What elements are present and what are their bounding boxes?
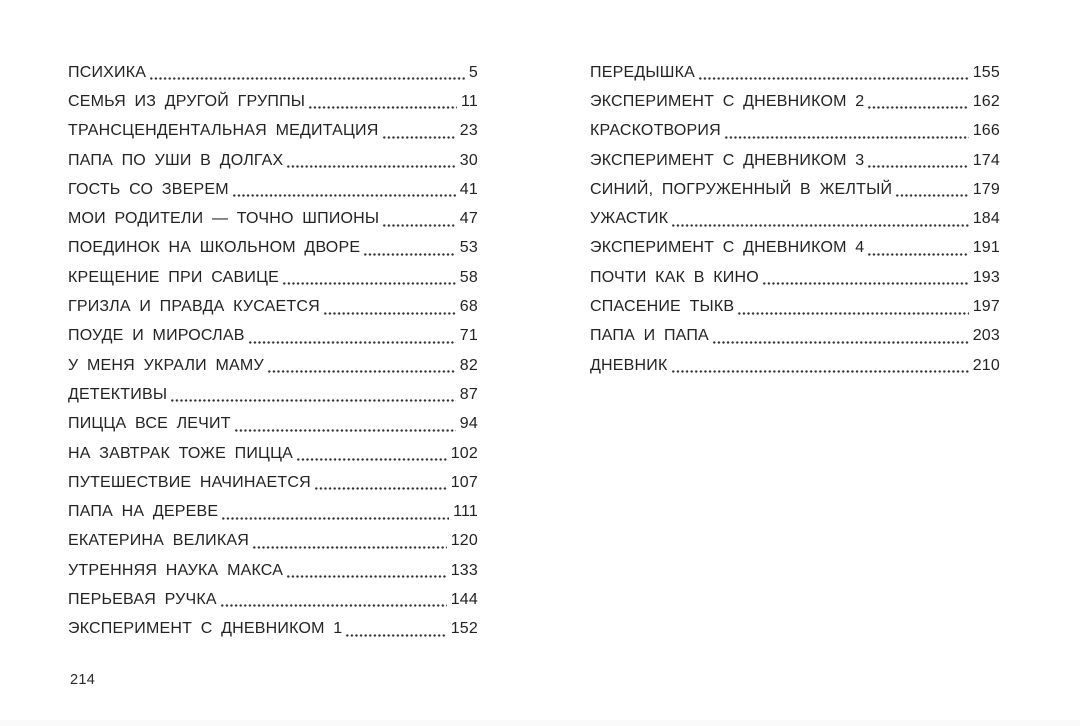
toc-entry-page: 87 <box>459 385 478 403</box>
toc-entry <box>590 117 1000 146</box>
toc-entry-title: ПУТЕШЕСТВИЕ НАЧИНАЕТСЯ <box>68 473 311 491</box>
toc-entry-page: 30 <box>459 151 478 169</box>
toc-entry-title: ПАПА НА ДЕРЕВЕ <box>68 503 219 521</box>
toc-entry-page: 23 <box>459 122 478 140</box>
toc-entry-page: 133 <box>450 561 478 579</box>
dot-leader <box>248 341 456 344</box>
toc-entry <box>68 585 478 614</box>
toc-column-right <box>590 58 1000 380</box>
toc-entry <box>68 58 478 87</box>
dot-leader <box>314 487 447 490</box>
dot-leader <box>323 312 456 315</box>
dot-leader <box>698 77 969 80</box>
toc-entry-title: ЭКСПЕРИМЕНТ С ДНЕВНИКОМ 1 <box>68 620 343 638</box>
dot-leader <box>382 224 456 227</box>
dot-leader <box>867 165 968 168</box>
toc-entry-title: ПЕРЕДЫШКА <box>590 63 695 81</box>
toc-entry <box>590 175 1000 204</box>
dot-leader <box>712 341 969 344</box>
scan-artifact-strip <box>0 720 1080 726</box>
toc-entry-page: 68 <box>459 298 478 316</box>
toc-entry <box>590 234 1000 263</box>
dot-leader <box>724 136 969 139</box>
toc-entry-title: МОИ РОДИТЕЛИ — ТОЧНО ШПИОНЫ <box>68 210 380 228</box>
toc-entry <box>590 87 1000 116</box>
dot-leader <box>867 253 968 256</box>
dot-leader <box>149 77 465 80</box>
toc-entry-title: КРЕЩЕНИЕ ПРИ САВИЦЕ <box>68 268 279 286</box>
dot-leader <box>282 282 456 285</box>
toc-entry-page: 174 <box>972 151 1000 169</box>
dot-leader <box>382 136 456 139</box>
toc-entry-title: ЭКСПЕРИМЕНТ С ДНЕВНИКОМ 3 <box>590 151 865 169</box>
toc-entry-title: ПАПА ПО УШИ В ДОЛГАХ <box>68 151 284 169</box>
dot-leader <box>895 194 969 197</box>
toc-entry <box>68 468 478 497</box>
dot-leader <box>267 370 456 373</box>
dot-leader <box>671 370 969 373</box>
toc-entry-title: ПОЧТИ КАК В КИНО <box>590 268 759 286</box>
toc-entry <box>68 527 478 556</box>
toc-entry-page: 203 <box>972 327 1000 345</box>
toc-entry <box>68 380 478 409</box>
toc-entry-title: ДЕТЕКТИВЫ <box>68 385 168 403</box>
toc-entry-page: 11 <box>460 92 478 110</box>
toc-entry-page: 179 <box>972 180 1000 198</box>
toc-entry-page: 193 <box>972 268 1000 286</box>
toc-entry-title: ГОСТЬ СО ЗВЕРЕМ <box>68 180 229 198</box>
toc-entry-page: 155 <box>972 63 1000 81</box>
toc-entry-title: ПСИХИКА <box>68 63 147 81</box>
dot-leader <box>234 429 456 432</box>
toc-entry-page: 53 <box>459 239 478 257</box>
toc-entry <box>68 117 478 146</box>
toc-entry <box>68 292 478 321</box>
toc-entry-title: У МЕНЯ УКРАЛИ МАМУ <box>68 356 264 374</box>
toc-entry-page: 111 <box>453 503 478 521</box>
toc-entry-title: СЕМЬЯ ИЗ ДРУГОЙ ГРУППЫ <box>68 92 306 110</box>
toc-entry-page: 144 <box>450 590 478 608</box>
toc-entry-page: 191 <box>972 239 1000 257</box>
toc-entry-title: ПАПА И ПАПА <box>590 327 709 345</box>
dot-leader <box>867 106 968 109</box>
toc-entry <box>590 146 1000 175</box>
toc-entry <box>68 410 478 439</box>
toc-entry-page: 162 <box>972 92 1000 110</box>
toc-entry-page: 152 <box>450 620 478 638</box>
toc-entry-title: СИНИЙ, ПОГРУЖЕННЫЙ В ЖЕЛТЫЙ <box>590 180 893 198</box>
toc-entry-page: 107 <box>450 473 478 491</box>
toc-entry-title: ДНЕВНИК <box>590 356 668 374</box>
toc-entry-title: УТРЕННЯЯ НАУКА МАКСА <box>68 561 284 579</box>
dot-leader <box>221 517 449 520</box>
toc-entry <box>590 351 1000 380</box>
dot-leader <box>252 546 447 549</box>
dot-leader <box>232 194 456 197</box>
toc-entry-page: 210 <box>972 356 1000 374</box>
dot-leader <box>170 399 456 402</box>
toc-entry-page: 197 <box>972 298 1000 316</box>
folio-page-number: 214 <box>70 672 96 688</box>
dot-leader <box>363 253 456 256</box>
dot-leader <box>308 106 457 109</box>
toc-entry-page: 102 <box>450 444 478 462</box>
toc-entry-title: ЭКСПЕРИМЕНТ С ДНЕВНИКОМ 2 <box>590 92 865 110</box>
dot-leader <box>286 165 455 168</box>
toc-entry <box>590 58 1000 87</box>
toc-entry-title: НА ЗАВТРАК ТОЖЕ ПИЦЦА <box>68 444 294 462</box>
toc-entry-title: ГРИЗЛА И ПРАВДА КУСАЕТСЯ <box>68 298 320 316</box>
toc-entry <box>68 146 478 175</box>
toc-entry <box>68 204 478 233</box>
toc-entry <box>68 351 478 380</box>
toc-entry <box>68 439 478 468</box>
toc-entry-page: 71 <box>459 327 478 345</box>
toc-entry <box>68 87 478 116</box>
toc-entry-title: ЕКАТЕРИНА ВЕЛИКАЯ <box>68 532 249 550</box>
toc-entry-page: 120 <box>450 532 478 550</box>
dot-leader <box>296 458 447 461</box>
toc-entry-title: ПЕРЬЕВАЯ РУЧКА <box>68 590 217 608</box>
dot-leader <box>762 282 969 285</box>
toc-entry <box>68 497 478 526</box>
toc-entry <box>590 322 1000 351</box>
toc-entry-title: ПОЕДИНОК НА ШКОЛЬНОМ ДВОРЕ <box>68 239 361 257</box>
toc-entry <box>68 234 478 263</box>
dot-leader <box>345 634 446 637</box>
toc-entry-page: 5 <box>468 63 478 81</box>
toc-entry <box>68 263 478 292</box>
toc-entry-title: ЭКСПЕРИМЕНТ С ДНЕВНИКОМ 4 <box>590 239 865 257</box>
toc-entry <box>68 556 478 585</box>
toc-entry <box>68 175 478 204</box>
toc-column-left <box>68 58 478 644</box>
dot-leader <box>220 604 447 607</box>
toc-entry-title: УЖАСТИК <box>590 210 669 228</box>
toc-entry-title: ТРАНСЦЕНДЕНТАЛЬНАЯ МЕДИТАЦИЯ <box>68 122 379 140</box>
toc-entry-page: 58 <box>459 268 478 286</box>
toc-entry-page: 47 <box>459 210 478 228</box>
toc-entry-page: 94 <box>459 415 478 433</box>
dot-leader <box>737 312 968 315</box>
toc-entry <box>68 615 478 644</box>
dot-leader <box>286 575 447 578</box>
toc-entry-page: 41 <box>459 180 478 198</box>
toc-entry-page: 184 <box>972 210 1000 228</box>
toc-entry-page: 166 <box>972 122 1000 140</box>
toc-entry-title: ПИЦЦА ВСЕ ЛЕЧИТ <box>68 415 231 433</box>
toc-entry-title: КРАСКОТВОРИЯ <box>590 122 721 140</box>
toc-entry <box>590 263 1000 292</box>
dot-leader <box>671 224 968 227</box>
toc-entry <box>590 292 1000 321</box>
toc-entry-title: СПАСЕНИЕ ТЫКВ <box>590 298 735 316</box>
toc-entry <box>590 204 1000 233</box>
toc-entry-page: 82 <box>459 356 478 374</box>
toc-entry-title: ПОУДЕ И МИРОСЛАВ <box>68 327 245 345</box>
toc-entry <box>68 322 478 351</box>
